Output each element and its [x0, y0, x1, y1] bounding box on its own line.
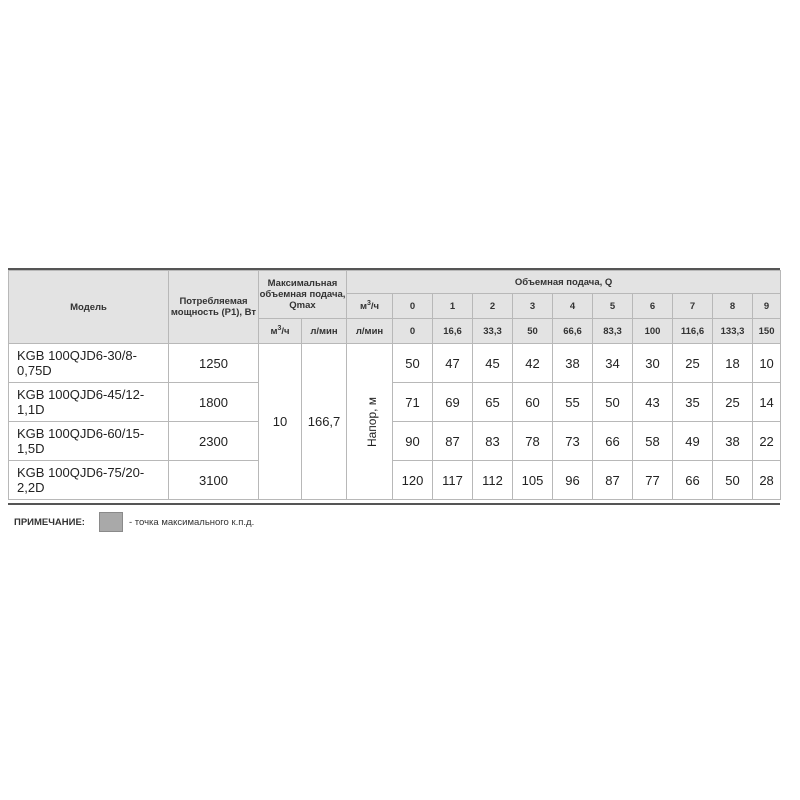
head-value-cell: 66 [593, 422, 633, 461]
flow-m3-header-1: 1 [433, 294, 473, 319]
qmax-m3-cell: 10 [259, 344, 302, 500]
head-value-cell: 87 [433, 422, 473, 461]
flow-unit-lmin-label: л/мин [347, 319, 393, 344]
head-value-cell: 117 [433, 461, 473, 500]
table-row [9, 383, 781, 422]
model-cell: KGB 100QJD6-60/15-1,5D [9, 422, 169, 461]
flow-m3-header-0: 0 [393, 294, 433, 319]
head-value-cell: 47 [433, 344, 473, 383]
note [14, 512, 254, 532]
head-value-cell: 120 [393, 461, 433, 500]
flow-lmin-header-4: 66,6 [553, 319, 593, 344]
head-value-cell: 69 [433, 383, 473, 422]
head-value-cell: 22 [753, 422, 781, 461]
note-text: - точка максимального к.п.д. [128, 516, 255, 528]
head-value-cell: 73 [553, 422, 593, 461]
power-cell: 1800 [169, 383, 259, 422]
head-value-cell: 58 [633, 422, 673, 461]
power-cell: 1250 [169, 344, 259, 383]
qmax-column-header: Максимальная объемная подача, Qmax [259, 271, 347, 319]
head-value-cell: 77 [633, 461, 673, 500]
head-value-cell: 50 [393, 344, 433, 383]
head-label-cell [347, 344, 393, 500]
model-cell: KGB 100QJD6-30/8-0,75D [9, 344, 169, 383]
note-label: ПРИМЕЧАНИЕ: [14, 516, 85, 528]
flow-lmin-header-1: 16,6 [433, 319, 473, 344]
qmax-unit-lmin: л/мин [302, 319, 347, 344]
qmax-unit-m3: $м^3/ч$ [259, 319, 302, 344]
flow-m3-header-6: 6 [633, 294, 673, 319]
power-column-header: Потребляемая мощность (P1), Вт [169, 271, 259, 344]
flow-m3-header-9: 9 [753, 294, 781, 319]
head-value-cell: 60 [513, 383, 553, 422]
head-value-cell: 105 [513, 461, 553, 500]
head-label: Напор, м [365, 396, 380, 448]
table-row [9, 461, 781, 500]
flow-lmin-header-8: 133,3 [713, 319, 753, 344]
head-value-cell: 90 [393, 422, 433, 461]
table-row [9, 344, 781, 383]
head-value-cell: 10 [753, 344, 781, 383]
head-value-cell: 38 [553, 344, 593, 383]
head-value-cell: 38 [713, 422, 753, 461]
power-cell: 3100 [169, 461, 259, 500]
flow-m3-header-5: 5 [593, 294, 633, 319]
head-value-cell: 30 [633, 344, 673, 383]
head-value-cell: 49 [673, 422, 713, 461]
head-value-cell: 28 [753, 461, 781, 500]
head-value-cell: 34 [593, 344, 633, 383]
head-value-cell: 25 [713, 383, 753, 422]
qmax-lmin-cell: 166,7 [302, 344, 347, 500]
head-value-cell: 50 [593, 383, 633, 422]
head-value-cell: 35 [673, 383, 713, 422]
head-value-cell: 18 [713, 344, 753, 383]
note-swatch [99, 512, 123, 532]
model-column-header: Модель [9, 271, 169, 344]
flow-m3-header-8: 8 [713, 294, 753, 319]
flow-lmin-header-3: 50 [513, 319, 553, 344]
pump-specs-table [8, 270, 781, 500]
head-value-cell: 43 [633, 383, 673, 422]
head-value-cell: 50 [713, 461, 753, 500]
head-value-cell: 87 [593, 461, 633, 500]
head-value-cell: 66 [673, 461, 713, 500]
table-row [9, 422, 781, 461]
head-value-cell: 25 [673, 344, 713, 383]
power-cell: 2300 [169, 422, 259, 461]
head-value-cell: 14 [753, 383, 781, 422]
flow-lmin-header-2: 33,3 [473, 319, 513, 344]
head-value-cell: 83 [473, 422, 513, 461]
flow-lmin-header-0: 0 [393, 319, 433, 344]
flow-m3-header-3: 3 [513, 294, 553, 319]
head-value-cell: 65 [473, 383, 513, 422]
table-bottom-rule [8, 503, 780, 505]
model-cell: KGB 100QJD6-75/20-2,2D [9, 461, 169, 500]
header-row-1 [9, 271, 781, 294]
head-value-cell: 55 [553, 383, 593, 422]
flow-column-header: Объемная подача, Q [347, 271, 781, 294]
head-value-cell: 45 [473, 344, 513, 383]
head-value-cell: 96 [553, 461, 593, 500]
head-value-cell: 42 [513, 344, 553, 383]
head-value-cell: 78 [513, 422, 553, 461]
flow-m3-header-7: 7 [673, 294, 713, 319]
flow-lmin-header-6: 100 [633, 319, 673, 344]
flow-lmin-header-7: 116,6 [673, 319, 713, 344]
flow-m3-header-2: 2 [473, 294, 513, 319]
flow-lmin-header-5: 83,3 [593, 319, 633, 344]
flow-unit-m3-label: $м^3/ч$ [347, 294, 393, 319]
flow-lmin-header-9: 150 [753, 319, 781, 344]
head-value-cell: 112 [473, 461, 513, 500]
flow-m3-header-4: 4 [553, 294, 593, 319]
model-cell: KGB 100QJD6-45/12-1,1D [9, 383, 169, 422]
head-value-cell: 71 [393, 383, 433, 422]
